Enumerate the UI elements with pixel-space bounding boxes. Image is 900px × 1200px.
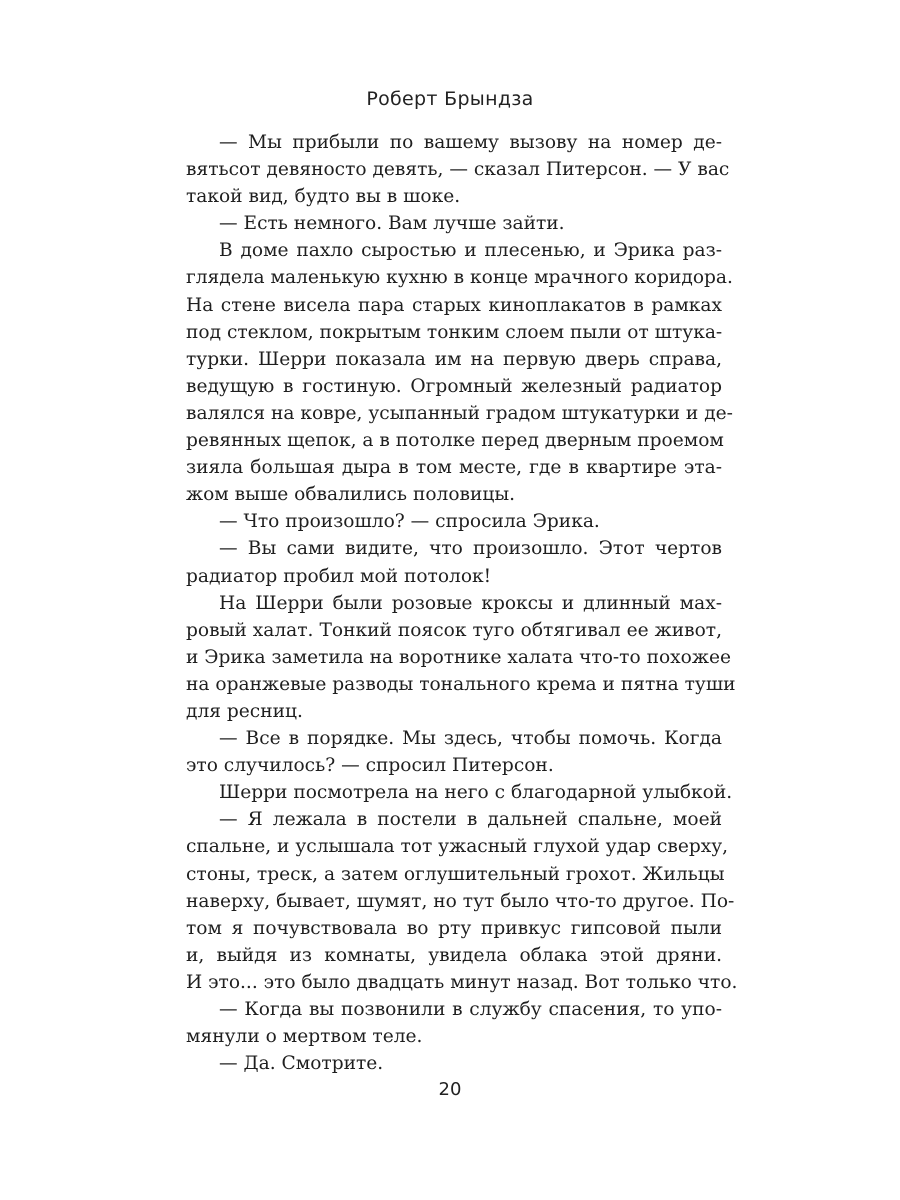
text-line: такой вид, будто вы в шоке. bbox=[186, 186, 461, 208]
text-line: — Я лежала в постели в дальней спальне, моей bbox=[219, 809, 722, 831]
page-number: 20 bbox=[438, 1079, 462, 1100]
text-line: спальне, и услышала тот ужасный глухой удар сверху, bbox=[186, 836, 729, 858]
text-line: На стене висела пара старых киноплакатов в рамках bbox=[186, 294, 722, 316]
text-line: валялся на ковре, усыпанный градом штукатурки и де- bbox=[186, 402, 733, 424]
text-line: В доме пахло сыростью и плесенью, и Эрика раз- bbox=[219, 240, 722, 262]
text-line: турки. Шерри показала им на первую дверь справа, bbox=[186, 348, 722, 370]
text-line: мянули о мертвом теле. bbox=[186, 1026, 423, 1048]
text-line: И это... это было двадцать минут назад. Вот только что. bbox=[186, 971, 738, 993]
text-line: глядела маленькую кухню в конце мрачного коридора. bbox=[186, 267, 733, 289]
text-line: ровый халат. Тонкий поясок туго обтягивал ее живот, bbox=[186, 619, 722, 641]
text-line: На Шерри были розовые кроксы и длинный мах- bbox=[219, 592, 722, 614]
text-line: том я почувствовала во рту привкус гипсовой пыли bbox=[186, 917, 722, 939]
text-line: и Эрика заметила на воротнике халата что-то похожее bbox=[186, 646, 731, 668]
text-line: ведущую в гостиную. Огромный железный радиатор bbox=[186, 375, 722, 397]
text-line: жом выше обвалились половицы. bbox=[186, 484, 516, 506]
text-line: ревянных щепок, а в потолке перед дверным проемом bbox=[186, 430, 724, 452]
text-line: Шерри посмотрела на него с благодарной улыбкой. bbox=[219, 782, 733, 804]
text-line: под стеклом, покрытым тонким слоем пыли от штука- bbox=[186, 321, 723, 343]
text-line: — Вы сами видите, что произошло. Этот чертов bbox=[219, 538, 722, 560]
text-line: наверху, бывает, шумят, но тут было что-то другое. По- bbox=[186, 890, 735, 912]
text-line: это случилось? — спросил Питерсон. bbox=[186, 755, 554, 777]
text-line: стоны, треск, а затем оглушительный грохот. Жильцы bbox=[186, 863, 725, 885]
text-line: — Что произошло? — спросила Эрика. bbox=[219, 511, 600, 533]
text-line: и, выйдя из комнаты, увидела облака этой дряни. bbox=[186, 944, 722, 966]
text-line: радиатор пробил мой потолок! bbox=[186, 565, 492, 587]
text-line: — Да. Смотрите. bbox=[219, 1053, 384, 1075]
text-line: — Когда вы позвонили в службу спасения, то упо- bbox=[219, 999, 722, 1020]
text-line: зияла большая дыра в том месте, где в квартире эта- bbox=[186, 457, 722, 479]
text-line: — Мы прибыли по вашему вызову на номер де- bbox=[219, 132, 722, 153]
body-text bbox=[186, 129, 738, 1077]
text-line: для ресниц. bbox=[186, 700, 303, 722]
text-line: вятьсот девяносто девять, — сказал Питерсон. — У вас bbox=[186, 159, 730, 181]
text-line: — Есть немного. Вам лучше зайти. bbox=[219, 213, 565, 235]
running-head: Роберт Брындза bbox=[366, 88, 534, 110]
text-line: — Все в порядке. Мы здесь, чтобы помочь. Когда bbox=[219, 728, 722, 750]
text-line: на оранжевые разводы тонального крема и пятна туши bbox=[186, 673, 736, 695]
